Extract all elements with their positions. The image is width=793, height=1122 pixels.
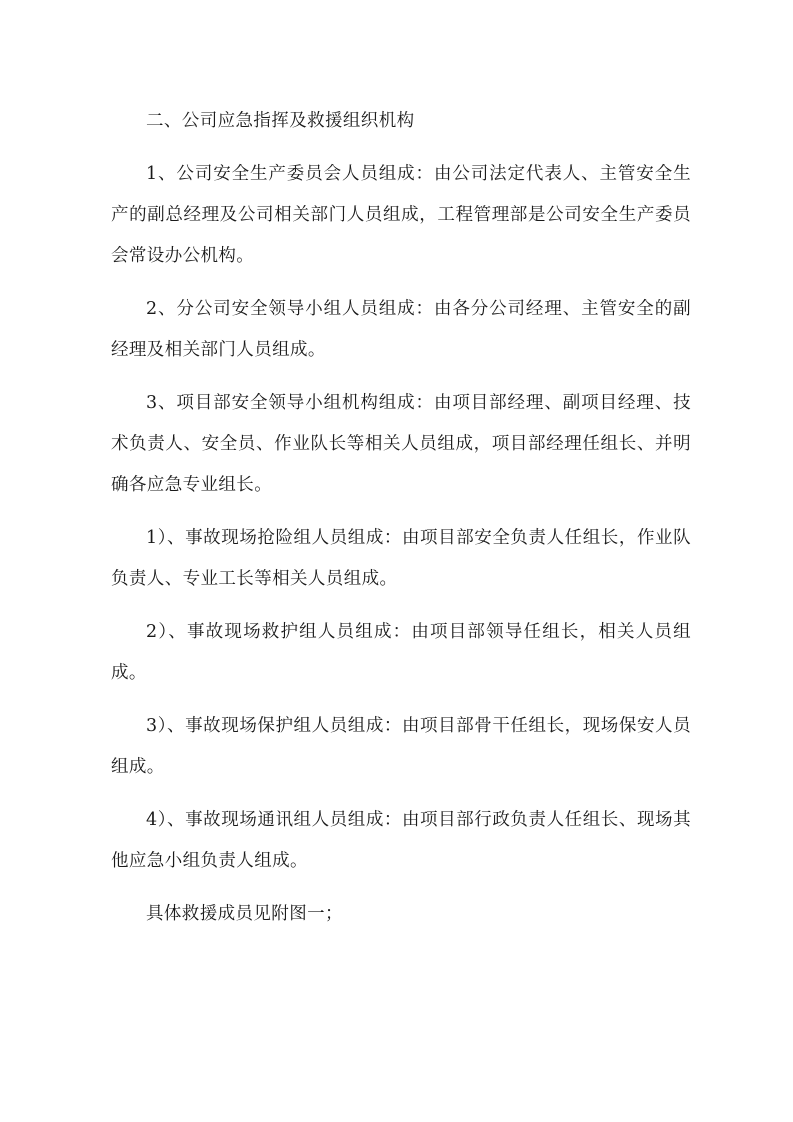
paragraph-company-committee: 1、公司安全生产委员会人员组成：由公司法定代表人、主管安全生产的副总经理及公司相关部门人员组成，工程管理部是公司安全生产委员会常设办公机构。 — [111, 164, 691, 266]
document-body — [111, 101, 691, 947]
paragraph-medical-team: 2）、事故现场救护组人员组成：由项目部领导任组长，相关人员组成。 — [111, 622, 691, 683]
section-heading: 二、公司应急指挥及救援组织机构 — [146, 111, 415, 131]
paragraph-protection-team: 3）、事故现场保护组人员组成：由项目部骨干任组长，现场保安人员组成。 — [111, 716, 691, 777]
paragraph-communication-team: 4）、事故现场通讯组人员组成：由项目部行政负责人任组长、现场其他应急小组负责人组成。 — [111, 810, 691, 871]
paragraph-attachment-note: 具体救援成员见附图一； — [146, 904, 343, 924]
paragraph-branch-group: 2、分公司安全领导小组人员组成：由各分公司经理、主管安全的副经理及相关部门人员组成。 — [111, 299, 691, 360]
paragraph-project-group: 3、项目部安全领导小组机构组成：由项目部经理、副项目经理、技术负责人、安全员、作业队长等相关人员组成，项目部经理任组长、并明确各应急专业组长。 — [111, 393, 691, 495]
paragraph-rescue-team: 1）、事故现场抢险组人员组成：由项目部安全负责人任组长，作业队负责人、专业工长等相关人员组成。 — [111, 528, 691, 589]
